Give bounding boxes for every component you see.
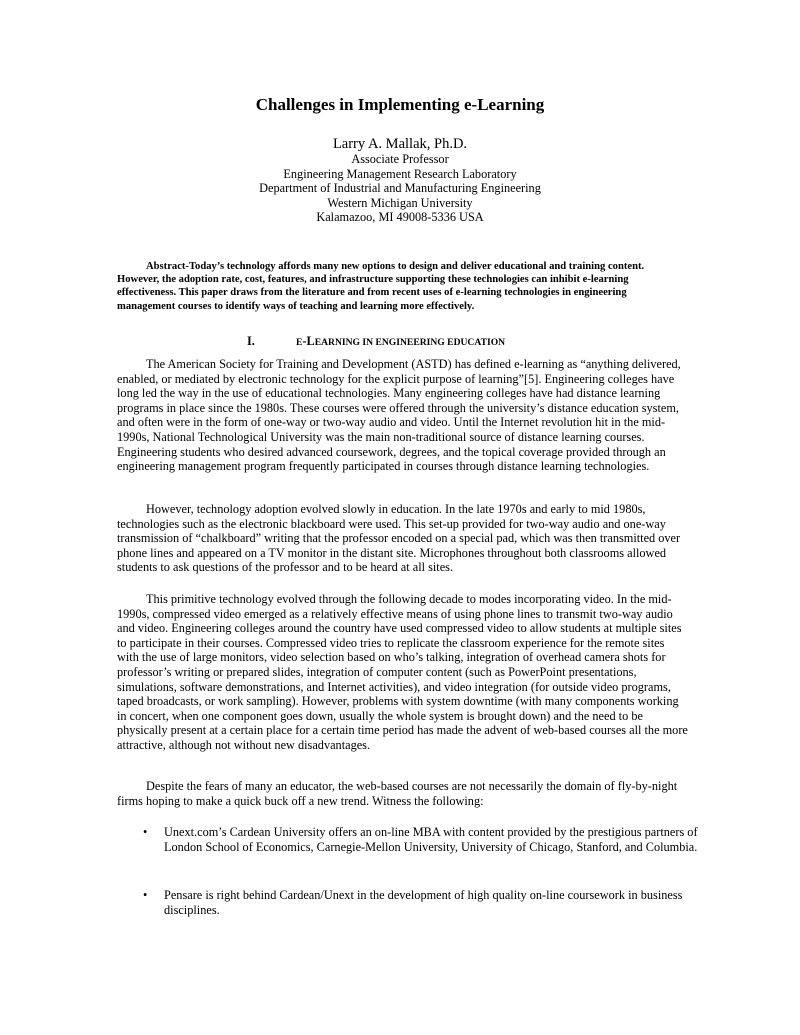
section-title-rest: EARNING IN ENGINEERING EDUCATION	[314, 337, 506, 348]
section-title-first: E	[296, 337, 303, 348]
body-paragraph: This primitive technology evolved through the following decade to modes incorporating video. In the mid-1990s, compressed video emerged as a relatively effective means of using phone lines to transmit two-way audio and video. Engineering colleges around the country have used compressed video to allow students at multiple sites to participate in their courses. Compressed video tries to replicate the classroom experience for the remote sites with the use of large monitors, video selection based on who’s talking, integration of overhead camera shots for professor’s writing or prepared slides, integration of computer content (such as PowerPoint presentations, simulations, software demonstrations, and Internet activities), and video integration (for outside video programs, taped broadcasts, or work sampling). However, problems with system downtime (with many components working in concert, when one component goes down, usually the whole system is brought down) and the need to be physically present at a certain place for a certain time period has made the advent of web-based courses all the more attractive, although not without new disadvantages.	[117, 592, 688, 752]
bullet-icon: •	[143, 825, 148, 839]
section-number: I.	[247, 334, 255, 348]
author-name: Larry A. Mallak, Ph.D.	[332, 136, 468, 152]
body-paragraph: Despite the fears of many an educator, the web-based courses are not necessarily the domain of fly-by-night firms hoping to make a quick buck off a new trend. Witness the following:	[117, 779, 678, 808]
affiliation-line: Associate Professor	[351, 152, 449, 166]
paper-title: Challenges in Implementing e-Learning	[255, 95, 545, 114]
section-heading	[247, 333, 667, 351]
body-paragraph: The American Society for Training and Development (ASTD) has defined e-learning as “anything delivered, enabled, or mediated by electronic technology for the explicit purpose of learning”[5]. Engineering colleges have long led the way in the use of educational technologies. Many engineering colleges have had distance learning programs in place since the 1980s. These courses were offered through the university’s distance education system, and often were in the form of one-way or two-way audio and video. Until the Internet revolution hit in the mid-1990s, National Technological University was the main non-traditional source of distance learning courses. Engineering students who desired advanced coursework, degrees, and the topical coverage provided through an engineering management program frequently participated in courses through distance learning technologies.	[117, 357, 681, 474]
abstract: Abstract-Today’s technology affords many new options to design and deliver educational and training content. However, the adoption rate, cost, features, and infrastructure supporting these technologies can inhibit e-learning effectiveness. This paper draws from the literature and from recent uses of e-learning technologies in engineering management courses to identify ways of teaching and learning more effectively.	[117, 261, 645, 312]
affiliation-line: Western Michigan University	[327, 195, 473, 210]
section-title-dash: -L	[302, 334, 315, 348]
affiliation-line: Department of Industrial and Manufacturing Engineering	[259, 181, 541, 196]
bullet-item	[117, 888, 736, 917]
bullet-item	[117, 825, 736, 854]
affiliation-line: Kalamazoo, MI 49008-5336 USA	[316, 210, 484, 225]
bullet-text: Unext.com’s Cardean University offers an on-line MBA with content provided by the prestigious partners of London School of Economics, Carnegie-Mellon University, University of Chicago, Stanford, and Columbia.	[164, 825, 698, 854]
author-affiliation	[0, 152, 800, 225]
affiliation-line: Engineering Management Research Laboratory	[283, 166, 517, 181]
body-paragraph: However, technology adoption evolved slowly in education. In the late 1970s and early to mid 1980s, technologies such as the electronic blackboard were used. This set-up provided for two-way audio and one-way transmission of “chalkboard” writing that the professor encoded on a special pad, which was then transmitted over phone lines and appeared on a TV monitor in the distant site. Microphones throughout both classrooms allowed students to ask questions of the professor and to be heard at all sites.	[117, 502, 681, 575]
bullet-icon: •	[143, 888, 148, 902]
bullet-text: Pensare is right behind Cardean/Unext in the development of high quality on-line coursework in business disciplines.	[164, 888, 683, 917]
